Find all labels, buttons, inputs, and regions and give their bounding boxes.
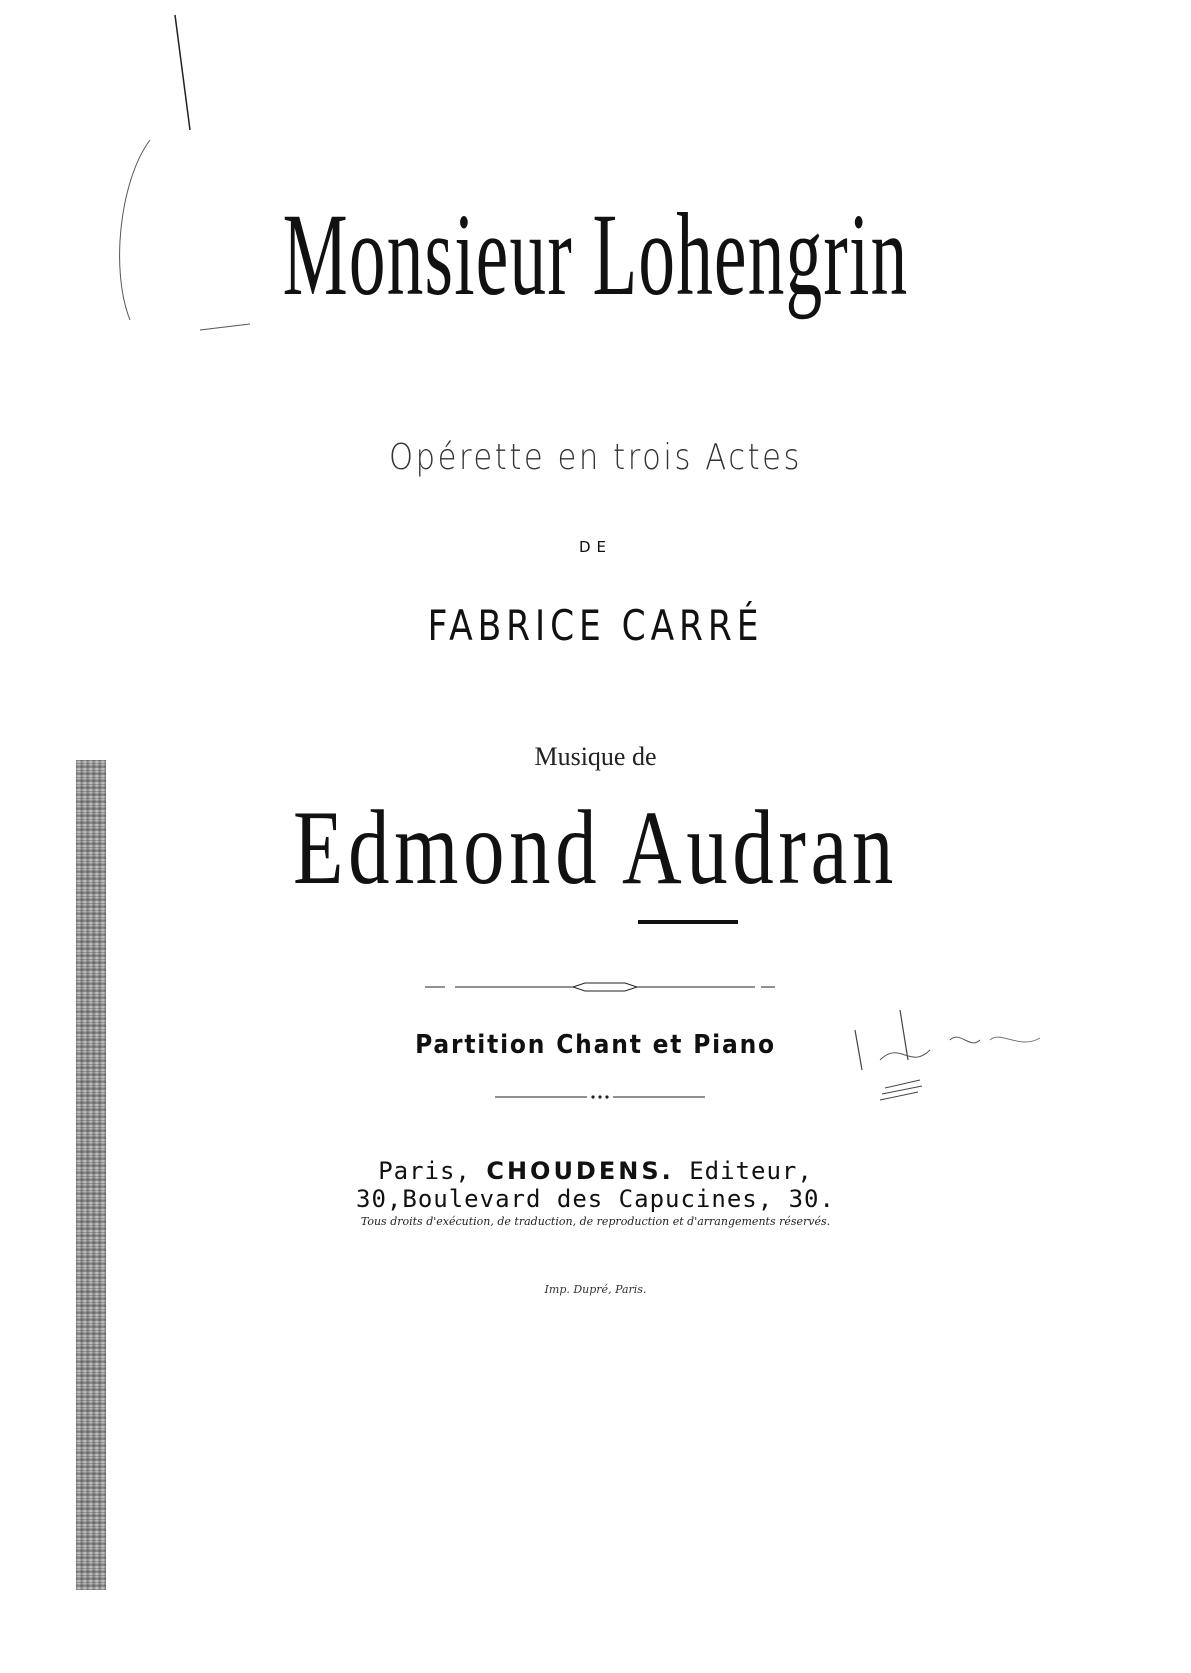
title: Monsieur Lohengrin (282, 189, 909, 320)
publisher-role: Editeur, (689, 1157, 813, 1185)
ornamental-rule-small (495, 1092, 705, 1102)
rights-notice: Tous droits d'exécution, de traduction, de reproduction et d'arrangements réservés. (360, 1215, 831, 1228)
ornamental-rule (425, 980, 775, 994)
librettist: FABRICE CARRÉ (427, 601, 764, 650)
publisher-city: Paris, (378, 1157, 471, 1185)
composer: Edmond Audran (292, 789, 899, 906)
publisher-address: 30,Boulevard des Capucines, 30. (356, 1185, 835, 1213)
by-label: DE (578, 538, 613, 556)
subtitle: Opérette en trois Actes (388, 437, 802, 478)
printer-imprint: Imp. Dupré, Paris. (544, 1283, 647, 1296)
edition-label: Partition Chant et Piano (415, 1030, 776, 1060)
publisher-name: CHOUDENS. (486, 1157, 674, 1185)
music-by-label: Musique de (534, 742, 657, 771)
composer-underline (638, 920, 738, 924)
handwritten-note (850, 1000, 1070, 1110)
publisher-line (0, 1157, 1191, 1185)
